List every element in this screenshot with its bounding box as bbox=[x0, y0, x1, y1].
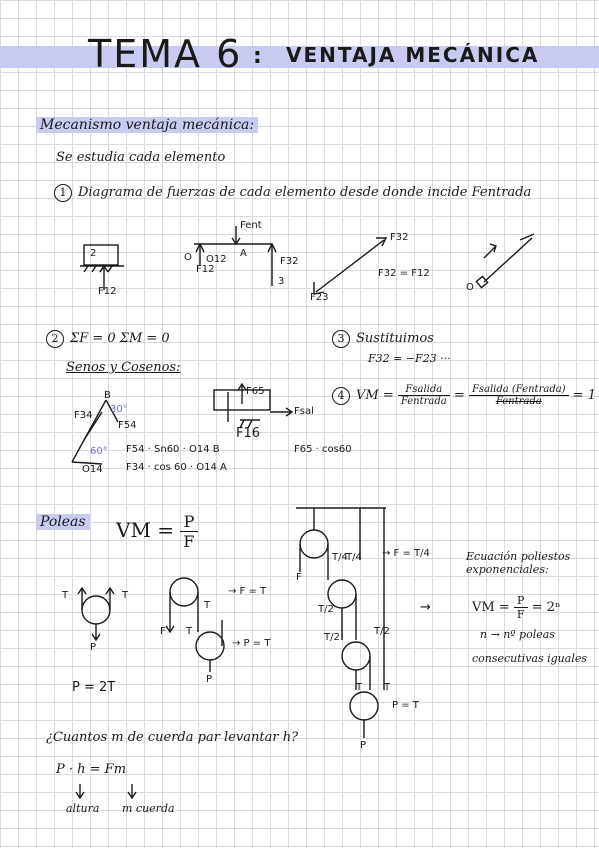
label-o14: O14 bbox=[82, 464, 103, 475]
block-eq: F65 · cos60 bbox=[294, 444, 352, 455]
label-fsal: Fsal bbox=[294, 406, 314, 417]
label-f12: F12 bbox=[196, 264, 215, 275]
step-3-eq: F32 = −F23 ··· bbox=[368, 352, 451, 365]
label-f12-block: F12 bbox=[98, 286, 117, 297]
label-pulley2-t: T bbox=[186, 626, 193, 637]
label-comp-p-eq: P = T bbox=[392, 700, 419, 711]
label-pulley2-p-eq: → P = T bbox=[232, 638, 271, 649]
pulley-comp-3 bbox=[342, 642, 370, 670]
label-eq-f32-f12: F32 = F12 bbox=[378, 268, 430, 279]
label-comp-t1: T bbox=[356, 682, 363, 693]
eq-title: Ecuación poliestos exponenciales: bbox=[466, 550, 571, 576]
label-f65: F65 bbox=[246, 386, 265, 397]
label-angle-30: 30° bbox=[110, 404, 128, 415]
step-3: 3 Sustituimos bbox=[332, 330, 434, 348]
pulley-comp-1 bbox=[300, 530, 328, 558]
label-p-eq: P = 2T bbox=[72, 680, 116, 695]
label-comp-t4a: T/4 bbox=[332, 552, 348, 563]
label-pulley2-t2: T bbox=[204, 600, 211, 611]
label-altura: altura bbox=[66, 802, 100, 815]
n-note-2: consecutivas iguales bbox=[472, 652, 587, 665]
label-comp-p: P bbox=[360, 740, 367, 751]
question-text: ¿Cuantos m de cuerda par levantar h? bbox=[46, 730, 299, 745]
step-4: 4 VM = $\frac{\text{Fsalida}}{\text{Fentrada}}$ = $\frac{\text{Fsalida (Fentrada)}}{\text{Fentrada}}$ = 1 bbox=[332, 384, 596, 407]
label-o-right: O bbox=[466, 282, 474, 293]
pulley-fixed-2 bbox=[170, 578, 198, 606]
label-f23: F23 bbox=[310, 292, 329, 303]
n-note: n → nº poleas bbox=[480, 628, 555, 641]
label-o: O bbox=[184, 252, 192, 263]
label-m-cuerda: m cuerda bbox=[122, 802, 175, 815]
page-subtitle: VENTAJA MECÁNICA bbox=[286, 43, 540, 67]
label-pulley2-p: P bbox=[206, 674, 213, 685]
label-angle-60: 60° bbox=[90, 446, 108, 457]
title-separator: : bbox=[253, 44, 262, 69]
eq-vm-exp: VM = $\frac{P}{F}$ = 2ⁿ bbox=[472, 594, 561, 621]
label-comp-t2b: T/2 bbox=[324, 632, 340, 643]
step-1: 1 Diagrama de fuerzas de cada elemento desde donde incide Fentrada bbox=[54, 184, 531, 202]
label-f54: F54 bbox=[118, 420, 137, 431]
section-heading-mecanismo: Mecanismo ventaja mecánica: bbox=[36, 117, 258, 133]
label-f32: F32 bbox=[280, 256, 299, 267]
question-eq: P · h = Fm bbox=[56, 762, 127, 777]
label-pulley2-f-eq: → F = T bbox=[228, 586, 267, 597]
label-f16: F16 bbox=[236, 426, 261, 441]
pulley-simple bbox=[82, 596, 110, 624]
label-comp-f-eq: → F = T/4 bbox=[382, 548, 430, 559]
label-comp-t2: T bbox=[384, 682, 391, 693]
label-b: B bbox=[104, 390, 111, 401]
senos-cosenos: Senos y Cosenos: bbox=[66, 360, 181, 375]
triangle-eq-1: F54 · Sn60 · O14 B bbox=[126, 444, 220, 455]
label-comp-t2a: T/2 bbox=[318, 604, 334, 615]
pulley-comp-4 bbox=[350, 692, 378, 720]
label-t-right: T bbox=[122, 590, 129, 601]
poleas-heading: Poleas bbox=[36, 514, 90, 530]
label-f32b: F32 bbox=[390, 232, 409, 243]
label-pulley2-f: F bbox=[160, 626, 166, 637]
page-title: TEMA 6 bbox=[88, 32, 243, 76]
label-num3: 3 bbox=[278, 276, 285, 287]
poleas-formula: VM = $\frac{P}{F}$ bbox=[116, 512, 198, 551]
label-comp-t2c: T/2 bbox=[374, 626, 390, 637]
label-t-left: T bbox=[62, 590, 69, 601]
label-fent: Fent bbox=[240, 220, 262, 231]
label-f34: F34 bbox=[74, 410, 93, 421]
triangle-eq-2: F34 · cos 60 · O14 A bbox=[126, 462, 227, 473]
step-2: 2 ΣF = 0 ΣM = 0 bbox=[46, 330, 170, 348]
note-line: Se estudia cada elemento bbox=[56, 150, 226, 165]
label-num2: 2 bbox=[90, 248, 97, 259]
label-o12: O12 bbox=[206, 254, 227, 265]
label-p-simple: P bbox=[90, 642, 97, 653]
label-a: A bbox=[240, 248, 247, 259]
link-3 bbox=[316, 240, 384, 292]
label-comp-f: F bbox=[296, 572, 302, 583]
arrow-right: → bbox=[420, 600, 431, 615]
label-comp-t4b: T/4 bbox=[346, 552, 362, 563]
pulley-movable-2 bbox=[196, 632, 224, 660]
